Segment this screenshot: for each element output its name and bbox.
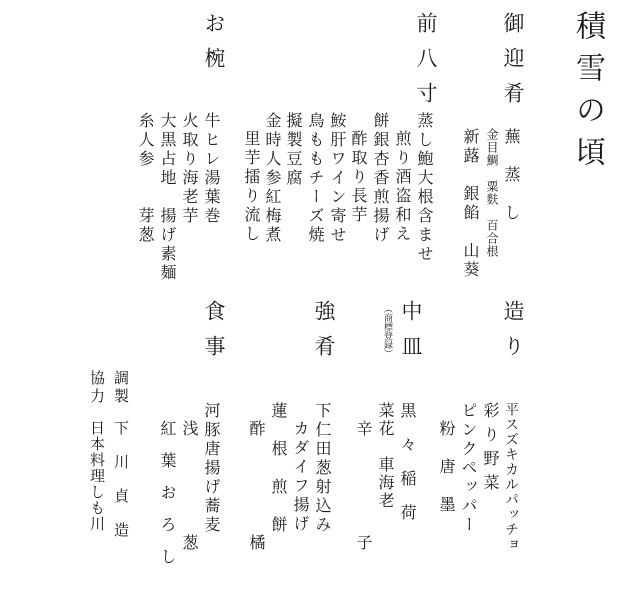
menu-item: 彩り野菜 (481, 402, 500, 498)
menu-item: 擬製豆腐 (284, 112, 303, 188)
section-heading-tsukuri: 造り (501, 300, 525, 370)
section-heading-owan: お椀 (202, 12, 226, 82)
menu-item: 酢取り長芋 (349, 130, 368, 225)
menu-subitem: 金目鯛 粟麩 百合根 (485, 128, 499, 258)
section-heading-zenhassun: 前八寸 (414, 12, 438, 117)
menu-item: 下仁田葱射込み (313, 402, 332, 535)
section-heading-shokuji: 食事 (202, 300, 226, 370)
menu-item: 平スズキカルパッチョ (503, 402, 519, 552)
section-heading-nakazara: 中皿 (399, 300, 423, 370)
menu-item: 粉 唐 墨 (437, 420, 456, 515)
menu-item: 蕪 蒸 し (502, 128, 521, 223)
menu-item: 里芋擂り流し (242, 130, 261, 244)
menu-item: 金時人参紅梅煮 (263, 112, 282, 245)
trademark-note: （商標登録） (382, 304, 392, 358)
section-heading-shiizakana: 強肴 (312, 300, 336, 370)
menu-item: 煎り酒盗和え (393, 130, 412, 244)
menu-item: 蓮 根 煎 餅 (269, 402, 288, 535)
menu-item: 蒸し鮑大根含ませ (415, 112, 434, 264)
credit-name-kyouryoku: 日本料理しも川 (88, 420, 106, 532)
menu-item: 紅 葉 お ろ し (158, 420, 177, 564)
menu-subitem: 新蕗 銀餡 山葵 (461, 128, 480, 280)
section-heading-gomukae: 御迎肴 (501, 12, 525, 117)
menu-item: 火取り海老芋 (180, 112, 199, 226)
menu-item: 酢 橘 (247, 420, 266, 553)
page-title: 積雪の頃 (570, 10, 605, 178)
menu-item: カダイフ揚げ (291, 420, 310, 534)
menu-item: 牛ヒレ湯葉巻 (202, 112, 221, 226)
menu-item: 鮟肝ワイン寄せ (328, 112, 347, 245)
menu-item: 浅 葱 (180, 420, 199, 553)
menu-item: 辛 子 (354, 420, 373, 553)
menu-item: 河豚唐揚げ蕎麦 (202, 402, 221, 535)
credit-name-chousei: 下 川 貞 造 (112, 420, 130, 539)
credit-label-chousei: 調製 (112, 370, 130, 406)
menu-item: 餅銀杏香煎揚げ (371, 112, 390, 245)
menu-item: ピンクペッパー (459, 402, 478, 535)
menu-item: 鳥ももチーズ焼 (306, 112, 325, 245)
menu-item: 糸人参 芽葱 (136, 112, 155, 245)
credit-label-kyouryoku: 協力 (88, 370, 106, 406)
menu-item: 黒々稲荷 (398, 402, 417, 538)
menu-item: 菜花 車海老 (376, 402, 395, 510)
menu-item: 大黒占地 揚げ素麺 (158, 112, 177, 283)
